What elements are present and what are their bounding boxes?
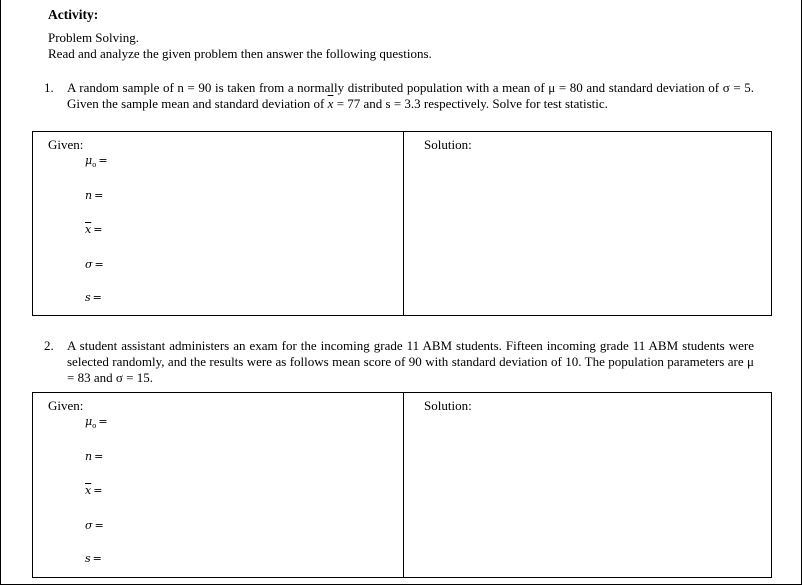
given-s: s = [85, 552, 102, 565]
given-x-bar: $\overline{x}$ = [85, 223, 103, 236]
given-label: Given: [48, 398, 84, 413]
activity-instructions: Read and analyze the given problem then answer the following questions. [48, 46, 432, 61]
problem-1-number: 1. [44, 80, 54, 95]
activity-subheading: Problem Solving. [48, 30, 140, 45]
problem-2-text: A student assistant administers an exam for the incoming grade 11 ABM students. Fifteen incoming grade 11 ABM students were selected randomly, and the results were as follows mean score of 90 with standard deviation of 10. The population parameters are μ = 83 and σ = 15. [67, 338, 754, 385]
problem-1 [44, 80, 754, 112]
answer-table-2 [32, 392, 772, 578]
given-label: Given: [48, 137, 84, 152]
given-n: n = [85, 450, 104, 463]
problem-2 [44, 338, 754, 386]
solution-label: Solution: [424, 398, 472, 413]
given-mu-naught: $\mu_o$ = [85, 154, 108, 170]
table-divider [403, 132, 404, 315]
table-divider [403, 393, 404, 577]
problem-1-xbar: $\overline{x}$ [327, 96, 334, 111]
given-s: s = [85, 291, 102, 304]
answer-table-1 [32, 131, 772, 316]
problem-2-number: 2. [44, 338, 54, 353]
problem-1-text-after: = 77 and s = 3.3 respectively. Solve for test statistic. [333, 96, 608, 111]
given-sigma: σ = [85, 519, 104, 532]
given-x-bar: $\overline{x}$ = [85, 484, 103, 497]
problem-1-text [67, 80, 754, 112]
given-n: n = [85, 189, 104, 202]
problem-1-text-before: A random sample of n = 90 is taken from a normally distributed population with a mean of μ = 80 and standard deviation of σ = 5. Given the sample mean and standard deviation of [67, 80, 754, 111]
activity-heading: Activity: [48, 7, 99, 22]
solution-label: Solution: [424, 137, 472, 152]
given-mu-naught: $\mu_o$ = [85, 415, 108, 431]
given-sigma: σ = [85, 258, 104, 271]
